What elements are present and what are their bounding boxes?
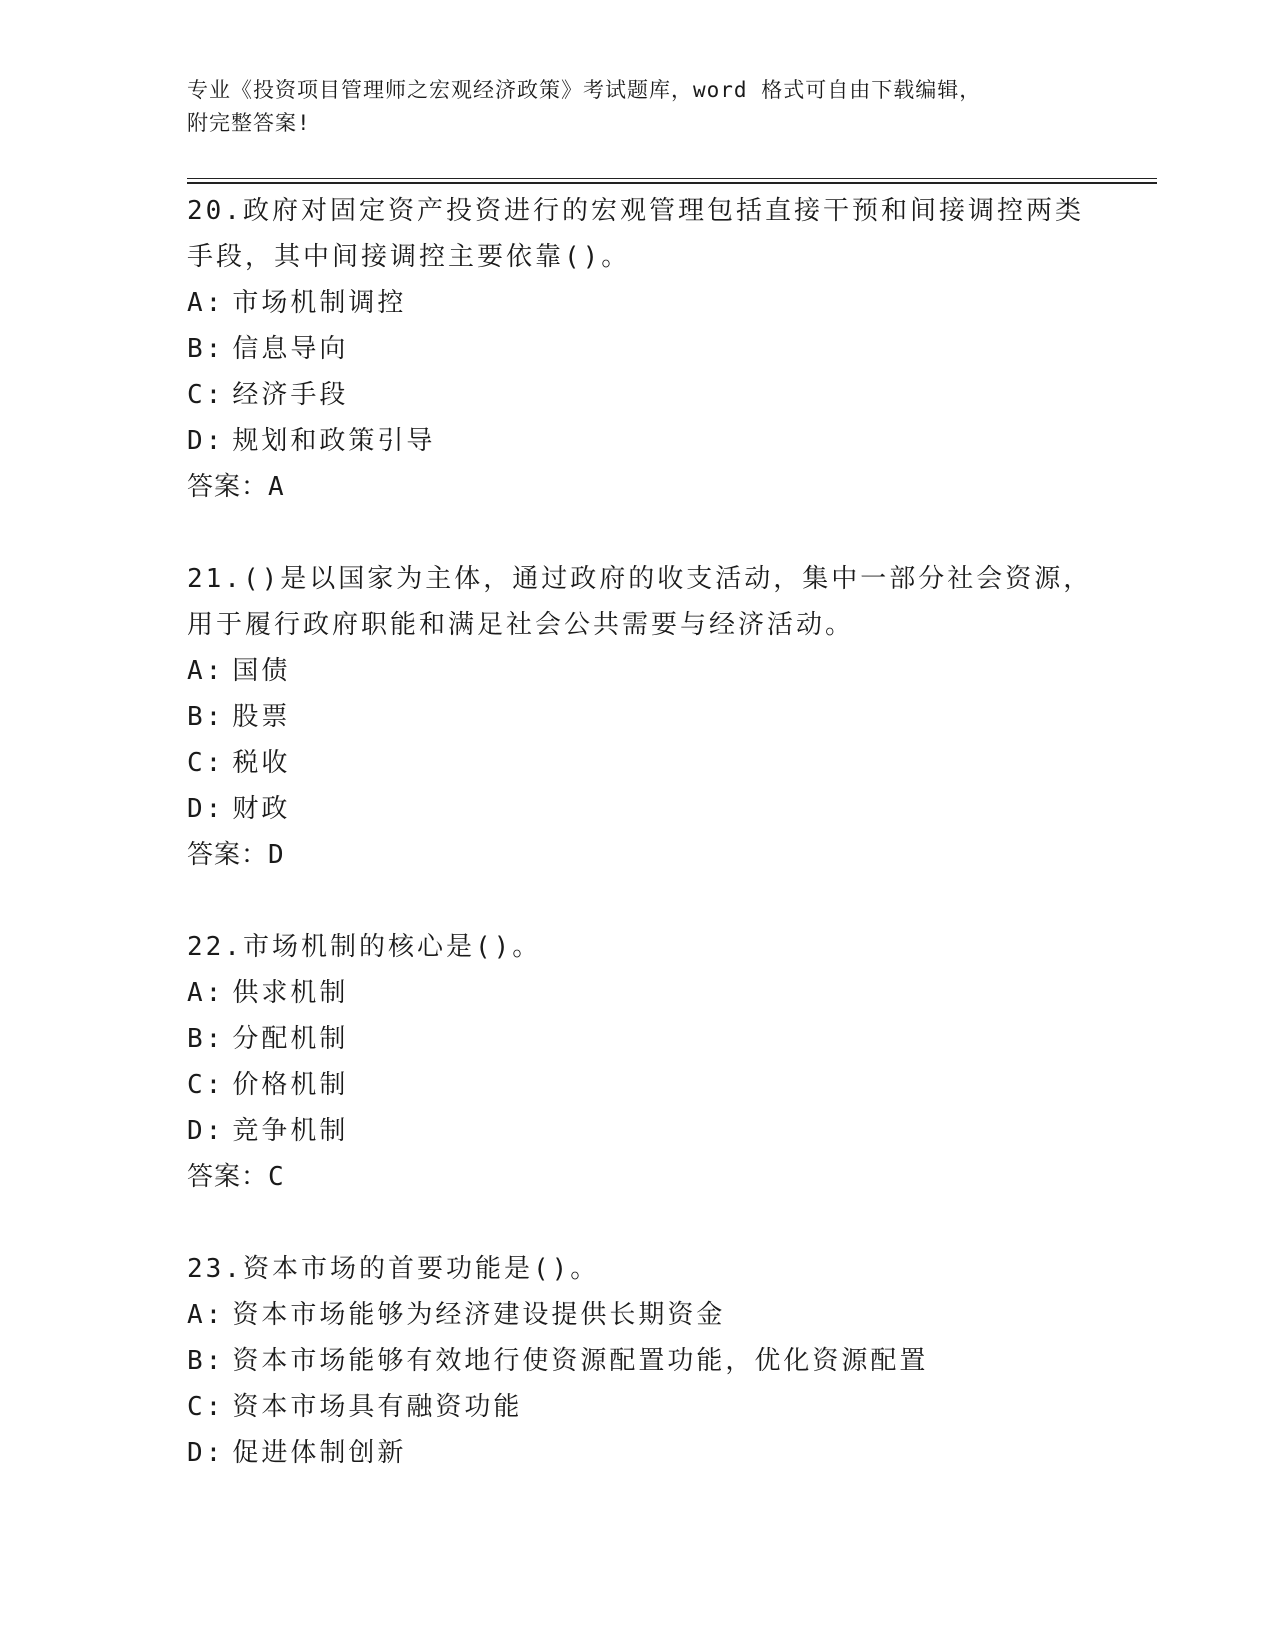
question-stem — [187, 556, 1157, 648]
answer-line: 答案：A — [187, 472, 285, 502]
option-d: D: 财政 — [187, 794, 291, 824]
question-stem — [187, 188, 1157, 280]
question-stem-line: 23.资本市场的首要功能是()。 — [187, 1254, 600, 1284]
header-divider-thick — [187, 182, 1157, 184]
option-c: C: 价格机制 — [187, 1070, 349, 1100]
question-stem-line: 用于履行政府职能和满足社会公共需要与经济活动。 — [187, 610, 855, 640]
question-list — [187, 188, 1157, 1522]
question-stem-line: 20.政府对固定资产投资进行的宏观管理包括直接干预和间接调控两类 — [187, 196, 1084, 226]
document-header — [187, 74, 1087, 140]
question-stem-line: 22.市场机制的核心是()。 — [187, 932, 542, 962]
header-line-2: 附完整答案! — [187, 111, 311, 135]
question-21 — [187, 556, 1157, 878]
question-stem — [187, 1246, 1157, 1292]
option-a: A: 供求机制 — [187, 978, 349, 1008]
answer-line: 答案：D — [187, 840, 285, 870]
header-divider-thin — [187, 178, 1157, 179]
question-22 — [187, 924, 1157, 1200]
option-c: C: 经济手段 — [187, 380, 349, 410]
option-b: B: 资本市场能够有效地行使资源配置功能，优化资源配置 — [187, 1346, 929, 1376]
question-stem-line: 21.()是以国家为主体，通过政府的收支活动，集中一部分社会资源， — [187, 564, 1093, 594]
answer-line: 答案：C — [187, 1162, 285, 1192]
option-d: D: 规划和政策引导 — [187, 426, 436, 456]
question-stem-line: 手段，其中间接调控主要依靠()。 — [187, 242, 631, 272]
option-a: A: 资本市场能够为经济建设提供长期资金 — [187, 1300, 726, 1330]
question-23 — [187, 1246, 1157, 1476]
option-c: C: 税收 — [187, 748, 291, 778]
option-d: D: 竞争机制 — [187, 1116, 349, 1146]
option-b: B: 信息导向 — [187, 334, 349, 364]
header-line-1: 专业《投资项目管理师之宏观经济政策》考试题库，word 格式可自由下载编辑， — [187, 78, 982, 102]
option-b: B: 股票 — [187, 702, 291, 732]
option-a: A: 市场机制调控 — [187, 288, 407, 318]
option-c: C: 资本市场具有融资功能 — [187, 1392, 523, 1422]
question-20 — [187, 188, 1157, 510]
option-a: A: 国债 — [187, 656, 291, 686]
question-stem — [187, 924, 1157, 970]
option-b: B: 分配机制 — [187, 1024, 349, 1054]
option-d: D: 促进体制创新 — [187, 1438, 407, 1468]
